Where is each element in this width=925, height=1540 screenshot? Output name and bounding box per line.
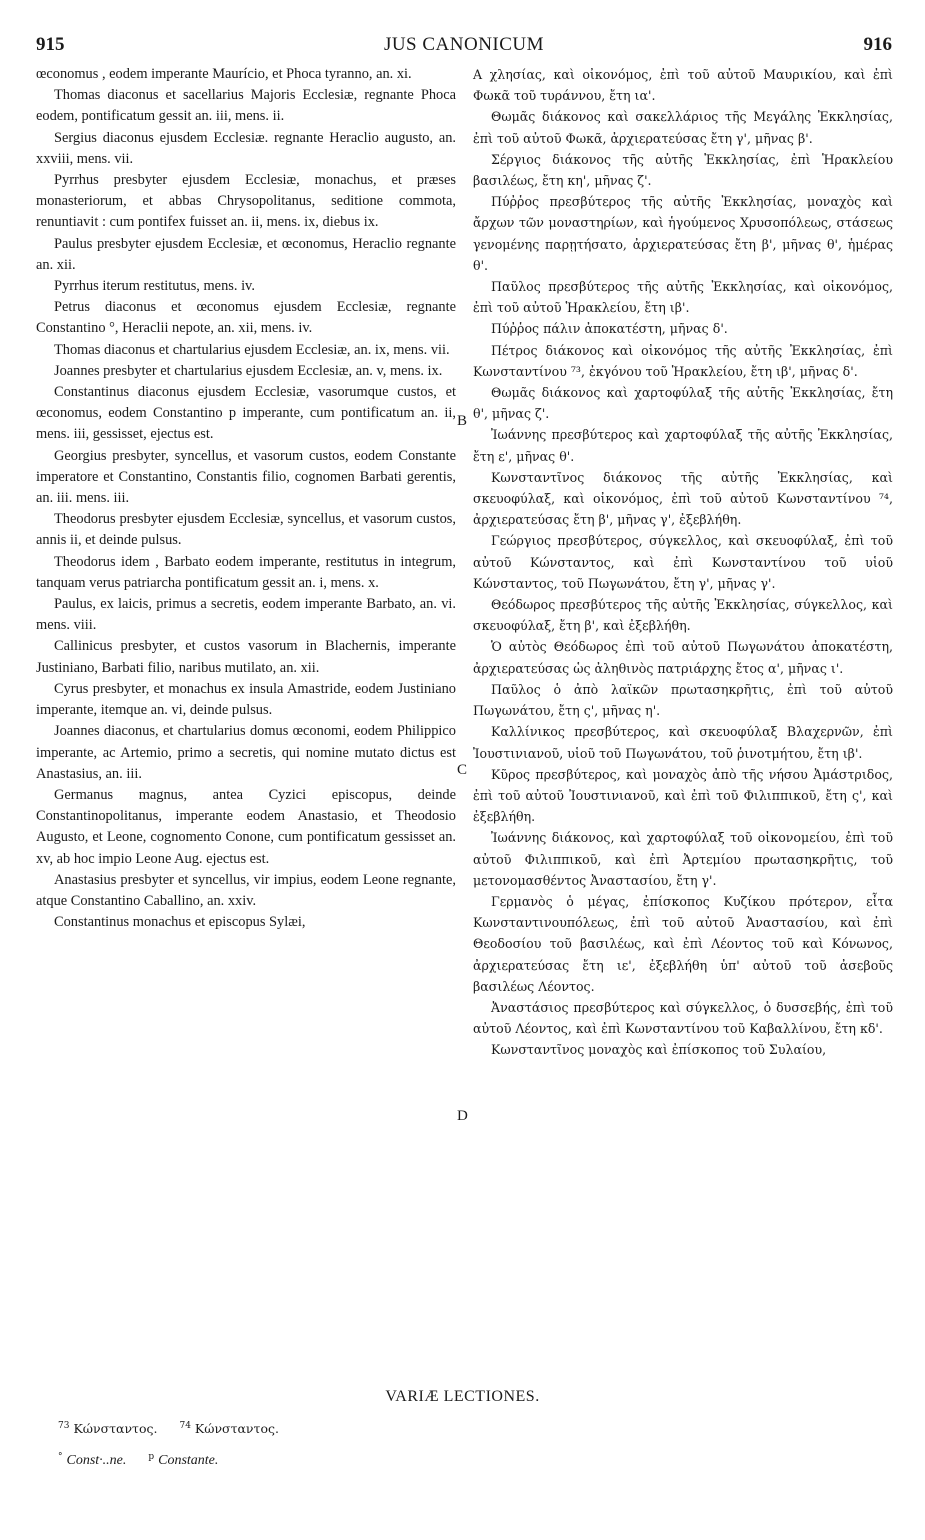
greek-column	[473, 64, 893, 1061]
entry-paragraph: Πύῤῥος πάλιν ἀποκατέστη, μῆνας δ'.	[491, 321, 728, 337]
entry-paragraph: Ἰωάννης πρεσβύτερος καὶ χαρτοφύλαξ τῆς αὐτῆς Ἐκκλησίας, ἔτη ε', μῆνας θ'.	[473, 427, 893, 464]
entry-paragraph: Κωνσταντῖνος διάκονος τῆς αὐτῆς Ἐκκλησίας, καὶ σκευοφύλαξ, καὶ οἰκονόμος, ἐπὶ τοῦ αὐτοῦ Κωνσταντίνου ⁷⁴, ἀρχιερατεύσας ἔτη β', μῆνας γ', ἐξεβλήθη.	[473, 469, 893, 528]
entry-paragraph: Pyrrhus presbyter ejusdem Ecclesiæ, monachus, et præses monasteriorum, et abbas Chrysopolitanus, seditione commota, renuntiavit : cum pontifex fuisset an. ii, mens. ix, diebus ix.	[36, 172, 456, 231]
entry-paragraph: Γερμανὸς ὁ μέγας, ἐπίσκοπος Κυζίκου πρότερον, εἶτα Κωνσταντινουπόλεως, ἐπὶ τοῦ αὐτοῦ Ἀναστασίου, καὶ ἐπὶ Θεοδοσίου τοῦ βασιλέως, καὶ ἐπὶ Λέοντος τοῦ καὶ Κόνωνος, ἀρχιερατεύσας ἔτη ιε', ἐξεβλήθη ὑπ' αὐτοῦ τοῦ ἀσεβοῦς βασιλέως Λέοντος.	[473, 893, 893, 994]
entry-paragraph: Sergius diaconus ejusdem Ecclesiæ. regnante Heraclio augusto, an. xxviii, mens. vii.	[36, 129, 456, 167]
entry-paragraph: Σέργιος διάκονος τῆς αὐτῆς Ἐκκλησίας, ἐπὶ Ἡρακλείου βασιλέως, ἔτη κη', μῆνας ζ'.	[473, 151, 893, 189]
margin-letter-c: C	[457, 762, 468, 778]
entry-paragraph: Constantinus monachus et episcopus Sylæi,	[54, 914, 306, 931]
variant-note: $^{74}$ Κώνσταντος.	[179, 1421, 279, 1437]
entry-paragraph: Ὁ αὐτὸς Θεόδωρος ἐπὶ τοῦ αὐτοῦ Πωγωνάτου ἀποκατέστη, ἀρχιερατεύσας ὡς ἀληθινὸς πατριάρχης ἔτος α', μῆνας ι'.	[473, 639, 893, 676]
entry-paragraph: Paulus presbyter ejusdem Ecclesiæ, et œconomus, Heraclio regnante an. xii.	[36, 235, 456, 273]
entry-paragraph: Καλλίνικος πρεσβύτερος, καὶ σκευοφύλαξ Βλαχερνῶν, ἐπὶ Ἰουστινιανοῦ, υἱοῦ τοῦ Πωγωνάτου, τοῦ ῥινοτμήτου, ἔτη ιβ'.	[473, 724, 893, 761]
entry-paragraph: Constantinus diaconus ejusdem Ecclesiæ, vasorumque custos, et œconomus, eodem Constantino p imperante, cum pontificatum an. ii, mens. iii, gessisset, ejectus est.	[36, 384, 456, 443]
right-page-number: 916	[863, 34, 892, 55]
variant-readings	[58, 1412, 878, 1475]
entry-paragraph: Thomas diaconus et sacellarius Majoris Ecclesiæ, regnante Phoca eodem, pontificatum gessit an. iii, mens. ii.	[36, 87, 456, 125]
entry-paragraph: Germanus magnus, antea Cyzici episcopus, deinde Constantinopolitanus, imperante eodem Anastasio, et Theodosio Augusto, et Leone, cognomento Conone, cum pontificatum gessisset an. xv, ab hoc impio Leone Aug. ejectus est.	[36, 786, 456, 867]
entry-paragraph: Georgius presbyter, syncellus, et vasorum custos, eodem Constante imperatore et Constantino, Constantis filio, cognomen Barbati gerentis, an. iii. mens. iii.	[36, 447, 456, 507]
margin-letter-d: D	[457, 1108, 468, 1124]
latin-variants	[58, 1443, 878, 1475]
entry-paragraph: Θωμᾶς διάκονος καὶ χαρτοφύλαξ τῆς αὐτῆς Ἐκκλησίας, ἔτη θ', μῆνας ζ'.	[473, 385, 893, 422]
latin-column	[36, 64, 456, 933]
entry-paragraph: Ἀναστάσιος πρεσβύτερος καὶ σύγκελλος, ὁ δυσσεβής, ἐπὶ τοῦ αὐτοῦ Λέοντος, καὶ ἐπὶ Κωνσταντίνου τοῦ Καβαλλίνου, ἔτη κδ'.	[473, 999, 893, 1037]
entry-paragraph: Petrus diaconus et œconomus ejusdem Ecclesiæ, regnante Constantino °, Heraclii nepote, an. xii, mens. iv.	[36, 299, 456, 337]
entry-paragraph: Cyrus presbyter, et monachus ex insula Amastride, eodem Justiniano imperante, itemque an. vi, deinde pulsus.	[36, 680, 456, 719]
entry-paragraph: Joannes presbyter et chartularius ejusdem Ecclesiæ, an. v, mens. ix.	[54, 362, 443, 379]
entry-paragraph: Theodorus presbyter ejusdem Ecclesiæ, syncellus, et vasorum custos, annis ii, et deinde pulsus.	[36, 511, 456, 549]
entry-paragraph: Callinicus presbyter, et custos vasorum in Blachernis, imperante Justiniano, Barbati filio, naribus mutilato, an. xii.	[36, 638, 456, 676]
running-title: JUS CANONICUM	[383, 34, 545, 55]
greek-variants	[58, 1412, 878, 1443]
entry-paragraph: Παῦλος πρεσβύτερος τῆς αὐτῆς Ἐκκλησίας, καὶ οἰκονόμος, ἐπὶ τοῦ αὐτοῦ Ἡρακλείου, ἔτη ιβ'.	[473, 279, 893, 316]
variant-note: ° Const·..ne.	[58, 1452, 127, 1469]
entry-paragraph: Θωμᾶς διάκονος καὶ σακελλάριος τῆς Μεγάλης Ἐκκλησίας, ἐπὶ τοῦ αὐτοῦ Φωκᾶ, ἀρχιερατεύσας ἔτη γ', μῆνας β'.	[473, 109, 893, 146]
variant-note: $^p$ Constante.	[148, 1452, 219, 1469]
entry-paragraph: Πέτρος διάκονος καὶ οἰκονόμος τῆς αὐτῆς Ἐκκλησίας, ἐπὶ Κωνσταντίνου ⁷³, ἐκγόνου τοῦ Ἡρακλείου, ἔτη ιβ', μῆνας δ'.	[473, 342, 893, 379]
entry-paragraph: Anastasius presbyter et syncellus, vir impius, eodem Leone regnante, atque Constantino Caballino, an. xxiv.	[36, 871, 456, 909]
left-page-number: 915	[36, 34, 65, 55]
entry-paragraph: œconomus , eodem imperante Maurício, et Phoca tyranno, an. xi.	[36, 66, 412, 82]
entry-paragraph: Theodorus idem , Barbato eodem imperante, restitutus in integrum, tanquam verus patriarcha pontificatum gessit an. i, mens. x.	[36, 553, 456, 591]
entry-paragraph: Πύῤῥος πρεσβύτερος τῆς αὐτῆς Ἐκκλησίας, μοναχὸς καὶ ἄρχων τῶν μοναστηρίων, καὶ ἡγούμενος Χρυσοπόλεως, στάσεως γενομένης παρῃτήσατο, ἀρχιερατεύσας ἔτη β', μῆνας θ', ἡμέρας θ'.	[473, 194, 893, 273]
entry-paragraph: Κωνσταντῖνος μοναχὸς καὶ ἐπίσκοπος τοῦ Συλαίου,	[491, 1042, 827, 1058]
entry-paragraph: Paulus, ex laicis, primus a secretis, eodem imperante Barbato, an. vi. mens. viii.	[36, 596, 456, 634]
entry-paragraph: A χλησίας, καὶ οἰκονόμος, ἐπὶ τοῦ αὐτοῦ Μαυρικίου, καὶ ἐπὶ Φωκᾶ τοῦ τυράννου, ἔτη ια'.	[473, 67, 893, 104]
entry-paragraph: Παῦλος ὁ ἀπὸ λαϊκῶν πρωτασηκρῆτις, ἐπὶ τοῦ αὐτοῦ Πωγωνάτου, ἔτη ς', μῆνας η'.	[473, 681, 893, 719]
entry-paragraph: Joannes diaconus, et chartularius domus œconomi, eodem Philippico imperante, ac Artemio, primo a secretis, qui nomine mutato dictus est Anastasius, an. iii.	[36, 723, 456, 782]
entry-paragraph: Γεώργιος πρεσβύτερος, σύγκελλος, καὶ σκευοφύλαξ, ἐπὶ τοῦ αὐτοῦ Κώνσταντος, καὶ ἐπὶ Κωνσταντίνου τοῦ υἱοῦ Κώνσταντος, τοῦ Πωγωνάτου, ἔτη γ', μῆνας γ'.	[473, 533, 893, 591]
entry-paragraph: Thomas diaconus et chartularius ejusdem Ecclesiæ, an. ix, mens. vii.	[54, 341, 450, 358]
entry-paragraph: Κῦρος πρεσβύτερος, καὶ μοναχὸς ἀπὸ τῆς νήσου Ἀμάστριδος, ἐπὶ τοῦ αὐτοῦ Ἰουστινιανοῦ, καὶ ἐπὶ τοῦ Φιλιππικοῦ, ἔτη ς', καὶ ἐξεβλήθη.	[473, 766, 893, 825]
page-header	[36, 34, 892, 58]
entry-paragraph: Ἰωάννης διάκονος, καὶ χαρτοφύλαξ τοῦ οἰκονομείου, ἐπὶ τοῦ αὐτοῦ Φιλιππικοῦ, καὶ ἐπὶ Ἀρτεμίου πρωτασηκρῆτις, τοῦ μετονομασθέντος Ἀναστασίου, ἔτη γ'.	[473, 830, 893, 888]
entry-paragraph: Θεόδωρος πρεσβύτερος τῆς αὐτῆς Ἐκκλησίας, σύγκελλος, καὶ σκευοφύλαξ, ἔτη β', καὶ ἐξεβλήθη.	[473, 597, 893, 634]
variant-note: $^{73}$ Κώνσταντος.	[58, 1421, 158, 1437]
entry-paragraph: Pyrrhus iterum restitutus, mens. iv.	[54, 278, 255, 295]
variae-lectiones-heading: VARIÆ LECTIONES.	[385, 1388, 540, 1405]
margin-letter-b: B	[457, 413, 468, 429]
